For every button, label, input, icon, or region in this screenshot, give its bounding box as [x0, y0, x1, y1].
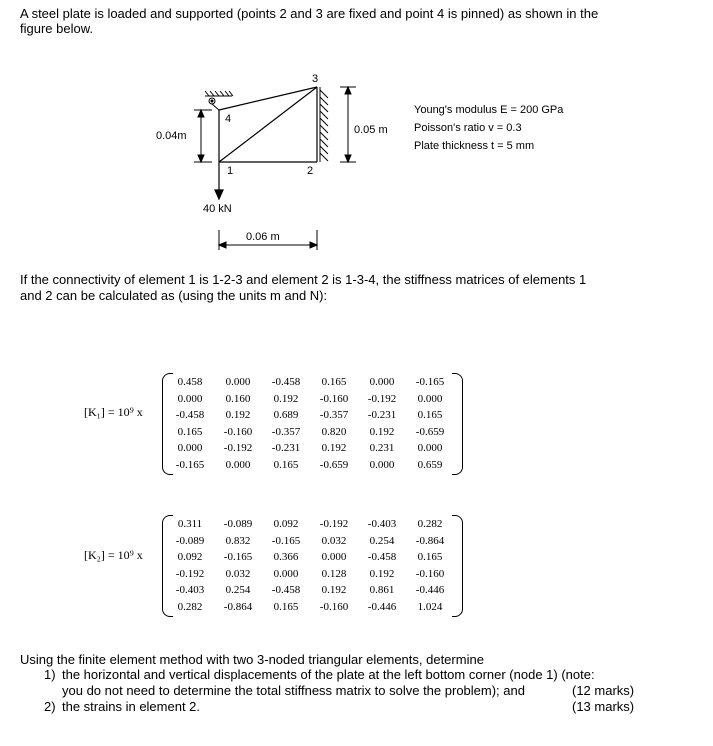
- k1-cell: 0.160: [225, 392, 251, 405]
- k2-cell: -0.160: [319, 600, 349, 613]
- k1-cell: 0.000: [177, 442, 203, 454]
- k1-cell: 0.192: [321, 442, 347, 454]
- k2-cell: -0.403: [367, 518, 397, 530]
- fixed-wall-icon: [320, 87, 328, 162]
- k1-cell: 0.000: [177, 392, 203, 405]
- k2-cell: -0.165: [223, 551, 253, 563]
- k2-cell: 0.165: [417, 551, 443, 563]
- question-1-marks: (12 marks): [572, 683, 635, 698]
- k2-cell: -0.446: [415, 584, 445, 596]
- question-2-text: the strains in element 2.: [62, 699, 201, 714]
- k1-cell: 0.458: [177, 376, 203, 388]
- plate-figure: [0, 60, 713, 260]
- k2-cell: 0.032: [321, 534, 347, 547]
- k2-cell: -0.446: [367, 600, 397, 613]
- k2-row: [166, 518, 466, 534]
- k2-cell: 0.128: [321, 567, 347, 580]
- k1-cell: -0.357: [319, 409, 349, 421]
- k2-cell: -0.864: [415, 534, 445, 547]
- load-arrow-icon: [215, 162, 223, 199]
- node-4-label: 4: [225, 113, 232, 125]
- k2-cell: 0.165: [273, 600, 299, 613]
- intro-line-2: figure below.: [20, 21, 93, 36]
- k2-cell: 0.032: [225, 567, 251, 580]
- k1-cell: -0.458: [175, 409, 205, 421]
- question-2-number: 2): [44, 699, 56, 714]
- k1-row: [166, 459, 466, 475]
- plate-thickness: Plate thickness t = 5 mm: [414, 140, 535, 152]
- question-2-marks: (13 marks): [572, 699, 635, 714]
- k1-row: [166, 409, 466, 425]
- k1-cell: 0.000: [369, 376, 395, 388]
- k2-cell: 0.861: [369, 584, 395, 596]
- k2-cell: 0.311: [177, 518, 203, 530]
- k1-cell: 0.689: [273, 409, 299, 421]
- k2-cell: -0.192: [319, 518, 349, 530]
- k1-row: [166, 376, 466, 392]
- k1-cell: 0.000: [417, 392, 443, 405]
- k1-cell: 0.000: [369, 458, 395, 471]
- poissons-ratio: Poisson's ratio v = 0.3: [414, 122, 522, 134]
- k1-label: [K₁] = 10⁹ x: [84, 405, 143, 419]
- k2-cell: -0.192: [175, 567, 205, 580]
- load-label: 40 kN: [203, 203, 232, 215]
- k2-cell: 0.092: [273, 518, 299, 530]
- k2-cell: -0.458: [367, 551, 397, 563]
- left-height-dimension: [194, 110, 212, 162]
- k2-matrix: [166, 518, 466, 616]
- k1-cell: -0.192: [223, 442, 253, 454]
- k2-cell: 0.192: [321, 584, 347, 596]
- k1-cell: -0.357: [271, 425, 301, 438]
- questions-intro: Using the finite element method with two 3-noded triangular elements, determine: [20, 652, 484, 667]
- k1-cell: 0.165: [321, 376, 347, 388]
- k2-cell: 0.282: [177, 600, 203, 613]
- k1-cell: 0.820: [321, 425, 347, 438]
- k1-cell: -0.160: [319, 392, 349, 405]
- k1-cell: 0.192: [273, 392, 299, 405]
- k2-cell: -0.089: [223, 518, 253, 530]
- k2-cell: 0.254: [369, 534, 395, 547]
- connectivity-line-1: If the connectivity of element 1 is 1-2-3 and element 2 is 1-3-4, the stiffness matrices of elements 1: [20, 272, 587, 287]
- k2-cell: 0.000: [321, 551, 347, 563]
- k1-row: [166, 426, 466, 442]
- k1-row: [166, 393, 466, 409]
- k1-cell: -0.160: [223, 425, 253, 438]
- k2-row: [166, 568, 466, 584]
- question-1-line-2: you do not need to determine the total stiffness matrix to solve the problem); and: [62, 683, 525, 698]
- k1-cell: -0.165: [415, 376, 445, 388]
- k1-matrix: [166, 376, 466, 474]
- k1-cell: 0.659: [417, 458, 443, 471]
- k1-cell: -0.192: [367, 392, 397, 405]
- k1-cell: 0.165: [273, 458, 299, 471]
- k2-cell: 0.366: [273, 551, 299, 563]
- k1-cell: 0.165: [417, 409, 443, 421]
- k2-cell: 0.092: [177, 551, 203, 563]
- connectivity-line-2: and 2 can be calculated as (using the units m and N):: [20, 288, 328, 303]
- height-right-label: 0.05 m: [354, 124, 388, 136]
- k2-row: [166, 584, 466, 600]
- k1-cell: -0.458: [271, 376, 301, 388]
- k2-row: [166, 551, 466, 567]
- k2-cell: -0.864: [223, 600, 253, 613]
- k1-cell: 0.000: [225, 458, 251, 471]
- k1-cell: -0.231: [367, 409, 397, 421]
- k1-cell: 0.192: [369, 425, 395, 438]
- k2-cell: 0.282: [417, 518, 443, 530]
- k2-cell: -0.458: [271, 584, 301, 596]
- k2-cell: -0.089: [175, 534, 205, 547]
- k1-cell: -0.165: [175, 458, 205, 471]
- k1-cell: -0.659: [415, 425, 445, 438]
- k1-cell: -0.659: [319, 458, 349, 471]
- k1-cell: 0.000: [225, 376, 251, 388]
- k2-cell: 0.254: [225, 584, 251, 596]
- k1-row: [166, 442, 466, 458]
- k2-cell: -0.403: [175, 584, 205, 596]
- k2-cell: 0.192: [369, 567, 395, 580]
- k2-row: [166, 601, 466, 617]
- k2-cell: -0.160: [415, 567, 445, 580]
- k2-cell: 0.000: [273, 567, 299, 580]
- node-3-label: 3: [312, 73, 319, 85]
- k2-label: [K₂] = 10⁹ x: [84, 548, 143, 562]
- k1-cell: 0.192: [225, 409, 251, 421]
- k1-cell: -0.231: [271, 442, 301, 454]
- youngs-modulus: Young's modulus E = 200 GPa: [414, 104, 564, 116]
- k1-cell: 0.000: [417, 442, 443, 454]
- k2-row: [166, 535, 466, 551]
- k1-cell: 0.231: [369, 442, 395, 454]
- plate-outline: [219, 87, 317, 162]
- question-1-line-1: the horizontal and vertical displacements of the plate at the left bottom corner (node 1) (note:: [62, 667, 595, 682]
- width-label: 0.06 m: [246, 231, 280, 243]
- k2-cell: -0.165: [271, 534, 301, 547]
- k1-cell: 0.165: [177, 425, 203, 438]
- node-1-label: 1: [227, 165, 234, 177]
- k2-cell: 1.024: [417, 600, 443, 613]
- height-left-label: 0.04m: [156, 130, 187, 142]
- k2-cell: 0.832: [225, 534, 251, 547]
- intro-line-1: A steel plate is loaded and supported (points 2 and 3 are fixed and point 4 is pinned) as shown in the: [20, 6, 599, 21]
- question-1-number: 1): [44, 667, 56, 682]
- node-2-label: 2: [307, 165, 314, 177]
